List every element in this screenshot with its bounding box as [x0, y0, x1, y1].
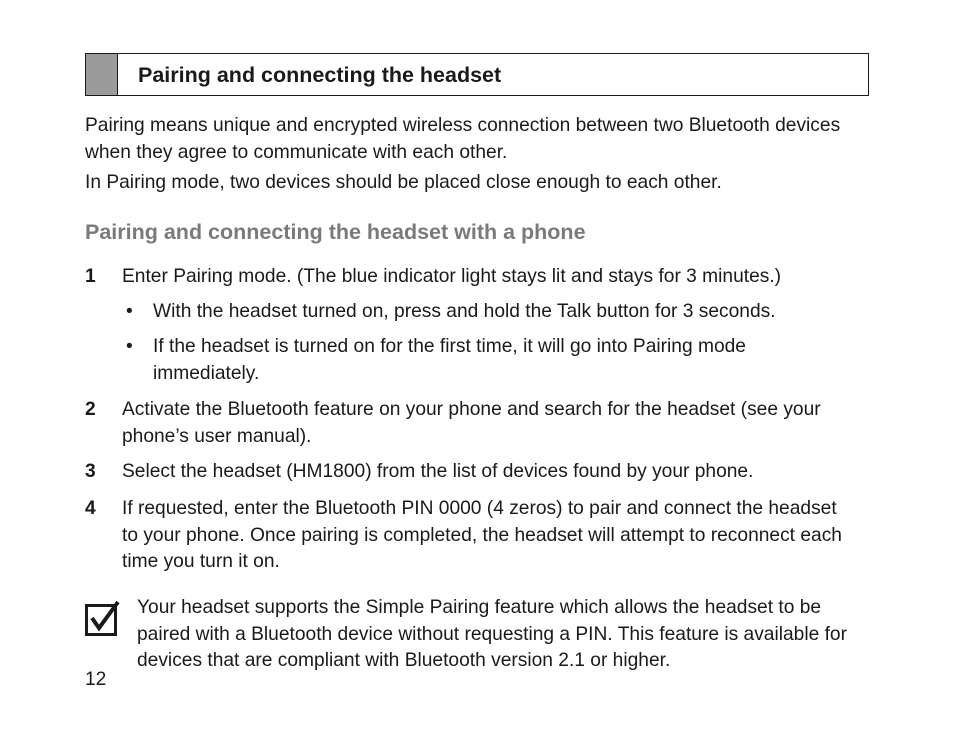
page-number: 12: [85, 669, 107, 690]
step-text: Select the headset (HM1800) from the list of devices found by your phone.: [122, 461, 754, 482]
section-header: [85, 53, 869, 96]
step-number: 1: [85, 266, 96, 287]
intro-paragraph-1: Pairing means unique and encrypted wireless connection between two Bluetooth devices when they agree to communicate with each other.: [85, 115, 841, 163]
step-number: 2: [85, 399, 96, 420]
bullet-icon: •: [126, 336, 133, 357]
step-number: 3: [85, 461, 96, 482]
note-text: Your headset supports the Simple Pairing feature which allows the headset to be paired with a Bluetooth device without requesting a PIN. This feature is available for devices that are compliant with Bluetooth version 2.1 or higher.: [137, 597, 847, 671]
step-text: Activate the Bluetooth feature on your phone and search for the headset (see your phone’s user manual).: [122, 399, 821, 447]
bullet-text: If the headset is turned on for the first time, it will go into Pairing mode immediately.: [153, 336, 746, 384]
bullet-text: With the headset turned on, press and hold the Talk button for 3 seconds.: [153, 301, 776, 322]
section-title: Pairing and connecting the headset: [138, 63, 502, 87]
step-text: If requested, enter the Bluetooth PIN 0000 (4 zeros) to pair and connect the headset to your phone. Once pairing is completed, the headset will attempt to reconnect each time you turn it on.: [122, 498, 842, 572]
checkbox-checked-icon: [85, 600, 121, 636]
subsection-title: Pairing and connecting the headset with a phone: [85, 220, 586, 244]
bullet-icon: •: [126, 301, 133, 322]
step-text: Enter Pairing mode. (The blue indicator light stays lit and stays for 3 minutes.): [122, 266, 782, 287]
step-number: 4: [85, 498, 96, 519]
section-marker: [86, 54, 118, 95]
intro-paragraph-2: In Pairing mode, two devices should be placed close enough to each other.: [85, 172, 722, 193]
